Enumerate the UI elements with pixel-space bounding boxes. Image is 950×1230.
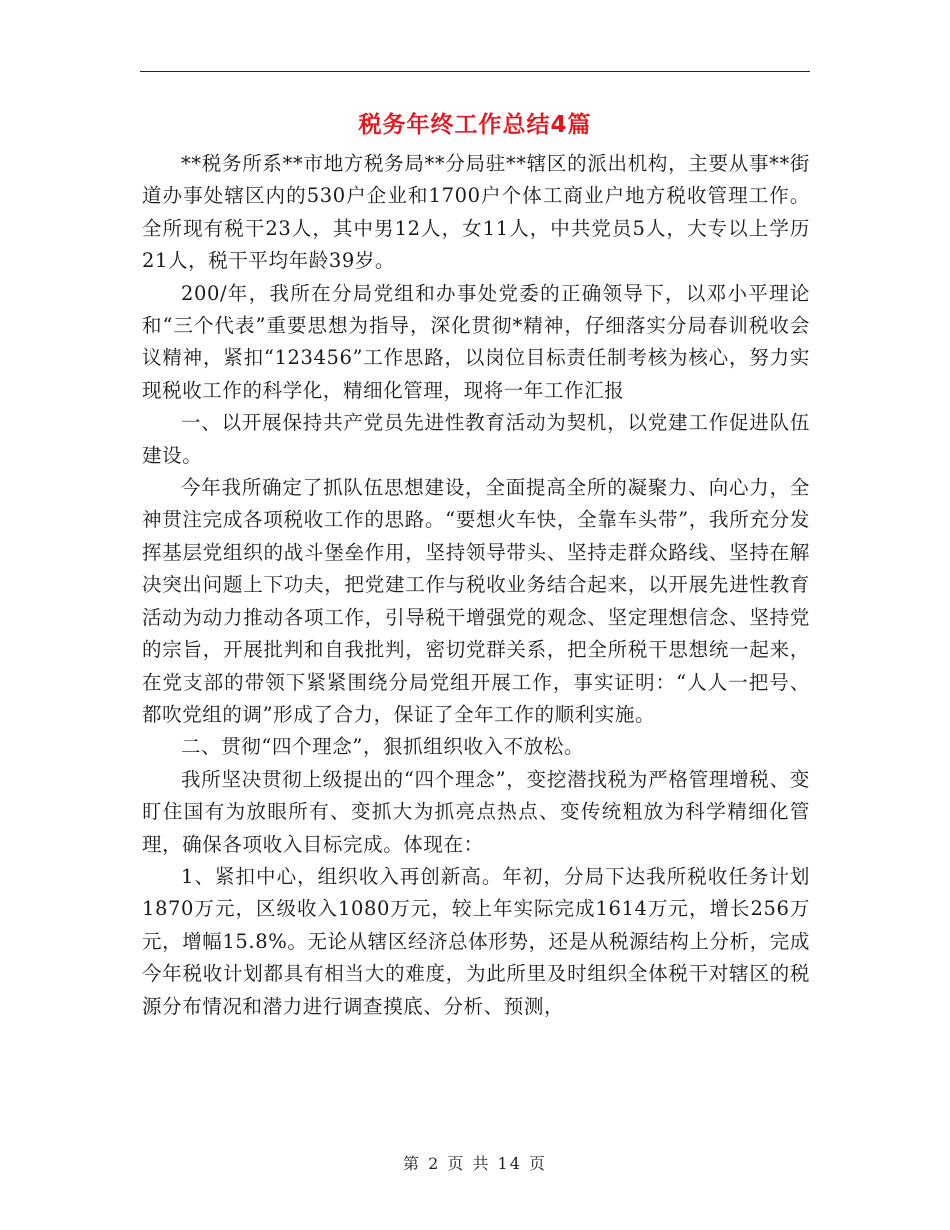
page-number: 第 2 页 共 14 页	[403, 1154, 547, 1173]
paragraph-intro: **税务所系**市地方税务局**分局驻**辖区的派出机构，主要从事**街道办事处辖区内的530户企业和1700户个体工商业户地方税收管理工作。全所现有税干23人，其中男12人，女11人，中共党员5人，大专以上学历21人，税干平均年龄39岁。	[142, 152, 810, 273]
section-heading-2: 二、贯彻“四个理念”，狠抓组织收入不放松。	[181, 735, 585, 759]
document-title: 税务年终工作总结4篇	[358, 112, 592, 138]
paragraph-four-concepts: 我所坚决贯彻上级提出的“四个理念”，变挖潜找税为严格管理增税、变盯住国有为放眼所有、变抓大为抓亮点热点、变传统粗放为科学精细化管理，确保各项收入目标完成。体现在：	[142, 767, 810, 856]
paragraph-overview: 200/年，我所在分局党组和办事处党委的正确领导下，以邓小平理论和“三个代表”重要思想为指导，深化贯彻*精神，仔细落实分局春训税收会议精神，紧扣“123456”工作思路，以岗位目标责任制考核为核心，努力实现税收工作的科学化，精细化管理，现将一年工作汇报	[142, 281, 810, 402]
section-heading-1: 一、以开展保持共产党员先进性教育活动为契机，以党建工作促进队伍建设。	[142, 411, 810, 467]
header-rule	[140, 71, 810, 72]
paragraph-revenue: 1、紧扣中心，组织收入再创新高。年初，分局下达我所税收任务计划1870万元，区级收入1080万元，较上年实际完成1614万元，增长256万元，增幅15.8%。无论从辖区经济总体形势，还是从税源结构上分析，完成今年税收计划都具有相当大的难度，为此所里及时组织全体税干对辖区的税源分布情况和潜力进行调查摸底、分析、预测，	[142, 864, 810, 1018]
paragraph-team-building: 今年我所确定了抓队伍思想建设，全面提高全所的凝聚力、向心力，全神贯注完成各项税收工作的思路。“要想火车快，全靠车头带”，我所充分发挥基层党组织的战斗堡垒作用，坚持领导带头、坚持走群众路线、坚持在解决突出问题上下功夫，把党建工作与税收业务结合起来，以开展先进性教育活动为动力推动各项工作，引导税干增强党的观念、坚定理想信念、坚持党的宗旨，开展批判和自我批判，密切党群关系，把全所税干思想统一起来，在党支部的带领下紧紧围绕分局党组开展工作，事实证明：“人人一把号、都吹党组的调”形成了合力，保证了全年工作的顺利实施。	[142, 476, 810, 726]
document-body	[142, 148, 810, 1023]
